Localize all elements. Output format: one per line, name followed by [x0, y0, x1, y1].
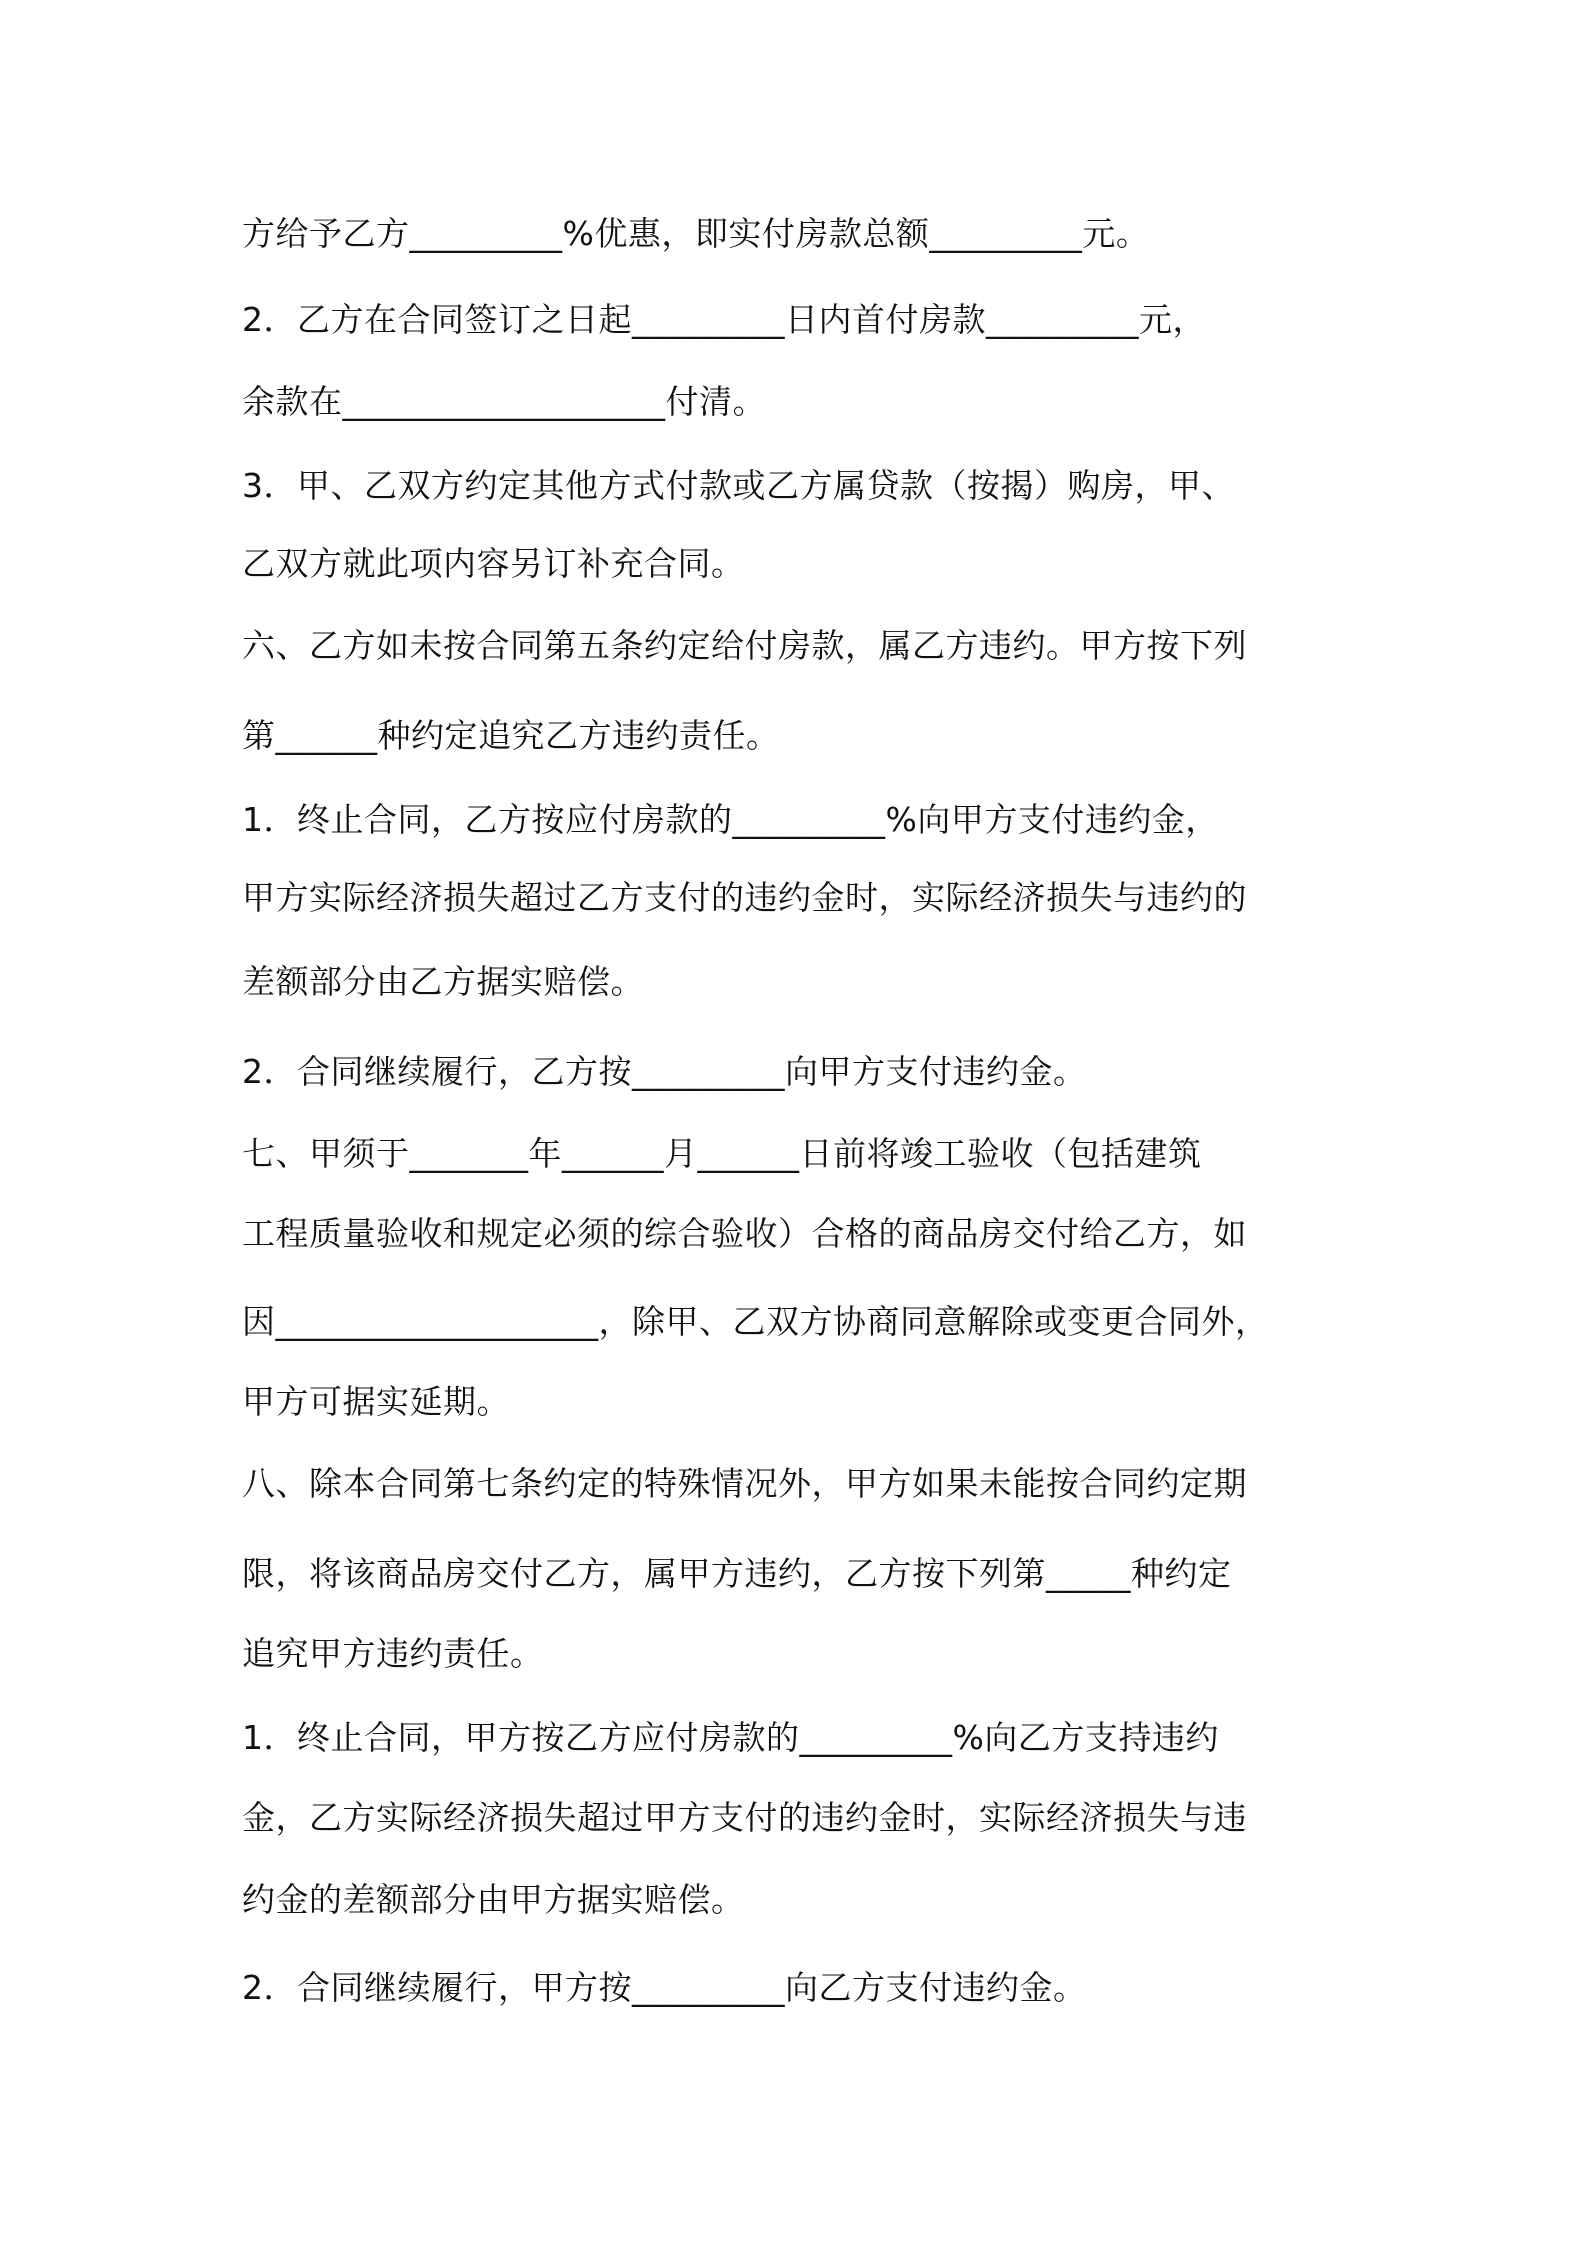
text-line: 因___________________，除甲、乙双方协商同意解除或变更合同外，: [242, 1302, 1269, 1341]
text-line: 方给予乙方_________%优惠，即实付房款总额_________元。: [242, 214, 1150, 253]
text-line: 甲方可据实延期。: [242, 1382, 510, 1421]
text-line: 2．合同继续履行，甲方按_________向乙方支付违约金。: [242, 1968, 1087, 2007]
text-line: 金，乙方实际经济损失超过甲方支付的违约金时，实际经济损失与违: [242, 1798, 1247, 1837]
text-line: 乙双方就此项内容另订补充合同。: [242, 544, 745, 583]
text-line: 1．终止合同，甲方按乙方应付房款的_________%向乙方支持违约: [242, 1718, 1219, 1757]
text-line: 八、除本合同第七条约定的特殊情况外，甲方如果未能按合同约定期: [242, 1464, 1247, 1503]
text-line: 1．终止合同，乙方按应付房款的_________%向甲方支付违约金，: [242, 800, 1219, 839]
text-line: 甲方实际经济损失超过乙方支付的违约金时，实际经济损失与违约的: [242, 878, 1247, 917]
text-line: 差额部分由乙方据实赔偿。: [242, 962, 644, 1001]
text-line: 余款在___________________付清。: [242, 382, 766, 421]
text-line: 七、甲须于_______年______月______日前将竣工验收（包括建筑: [242, 1134, 1202, 1173]
text-line: 第______种约定追究乙方违约责任。: [242, 716, 780, 755]
text-line: 追究甲方违约责任。: [242, 1634, 544, 1673]
text-line: 约金的差额部分由甲方据实赔偿。: [242, 1880, 745, 1919]
text-line: 3．甲、乙双方约定其他方式付款或乙方属贷款（按揭）购房，甲、: [242, 466, 1235, 505]
text-line: 六、乙方如未按合同第五条约定给付房款，属乙方违约。甲方按下列: [242, 626, 1247, 665]
text-line: 2．乙方在合同签订之日起_________日内首付房款_________元，: [242, 300, 1206, 339]
text-line: 2．合同继续履行，乙方按_________向甲方支付违约金。: [242, 1052, 1087, 1091]
text-line: 限，将该商品房交付乙方，属甲方违约，乙方按下列第_____种约定: [242, 1554, 1232, 1593]
text-line: 工程质量验收和规定必须的综合验收）合格的商品房交付给乙方，如: [242, 1214, 1247, 1253]
